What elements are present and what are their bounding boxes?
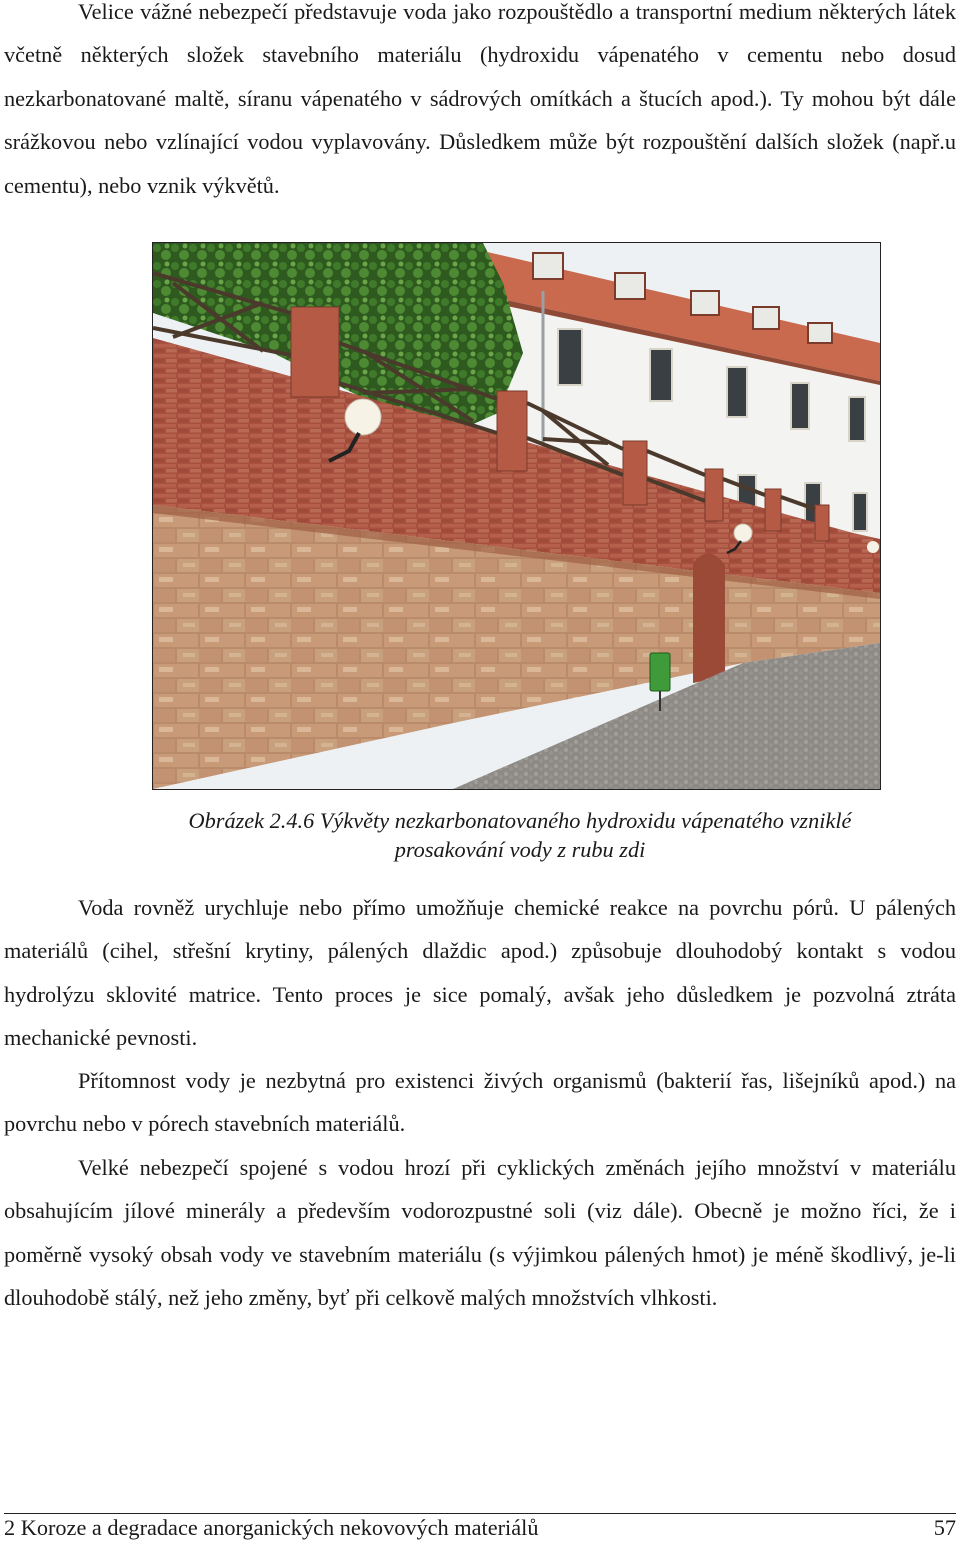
footer-chapter-title: 2 Koroze a degradace anorganických nekovových materiálů [4, 1515, 539, 1540]
figure-caption-line-1: Obrázek 2.4.6 Výkvěty nezkarbonatovaného hydroxidu vápenatého vzniklé [188, 808, 852, 833]
paragraph-chemical-reactions: Voda rovněž urychluje nebo přímo umožňuje chemické reakce na povrchu pórů. U pálených materiálů (cihel, střešní krytiny, pálených dlaždic apod.) způsobuje dlouhodobý kontakt s vodou hydrolýzu sklovité matrice. Tento proces je sice pomalý, avšak jeho důsledkem je pozvolná ztráta mechanické pevnosti. [4, 895, 956, 1051]
figure-caption-line-2: prosakování vody z rubu zdi [394, 837, 646, 862]
figure-caption [100, 806, 940, 864]
page-footer [4, 1513, 956, 1540]
figure-photo [152, 242, 881, 790]
paragraph-cyclic-changes: Velké nebezpečí spojené s vodou hrozí při cyklických změnách jejího množství v materiálu obsahujícím jílové minerály a především vodorozpustné soli (viz dále). Obecně je možno říci, že i poměrně vysoký obsah vody ve stavebním materiálu (s výjimkou pálených hmot) je méně škodlivý, je-li dlouhodobě stálý, než jeho změny, byť při celkově malých množstvích vlhkosti. [4, 1155, 956, 1311]
paragraph-water-solvent: Velice vážné nebezpečí představuje voda jako rozpouštědlo a transportní medium některých látek včetně některých složek stavebního materiálu (hydroxidu vápenatého v cementu nebo dosud nezkarbonatované maltě, síranu vápenatého v sádrových omítkách a štucích apod.). Ty mohou být dále srážkovou nebo vzlínající vodou vyplavovány. Důsledkem může být rozpouštění dalších složek (např.u cementu), nebo vznik výkvětů. [4, 0, 956, 198]
paragraph-living-organisms: Přítomnost vody je nezbytná pro existenci živých organismů (bakterií řas, lišejníků apod.) na povrchu nebo v pórech stavebních materiálů. [4, 1068, 956, 1137]
page-number: 57 [933, 1515, 956, 1540]
